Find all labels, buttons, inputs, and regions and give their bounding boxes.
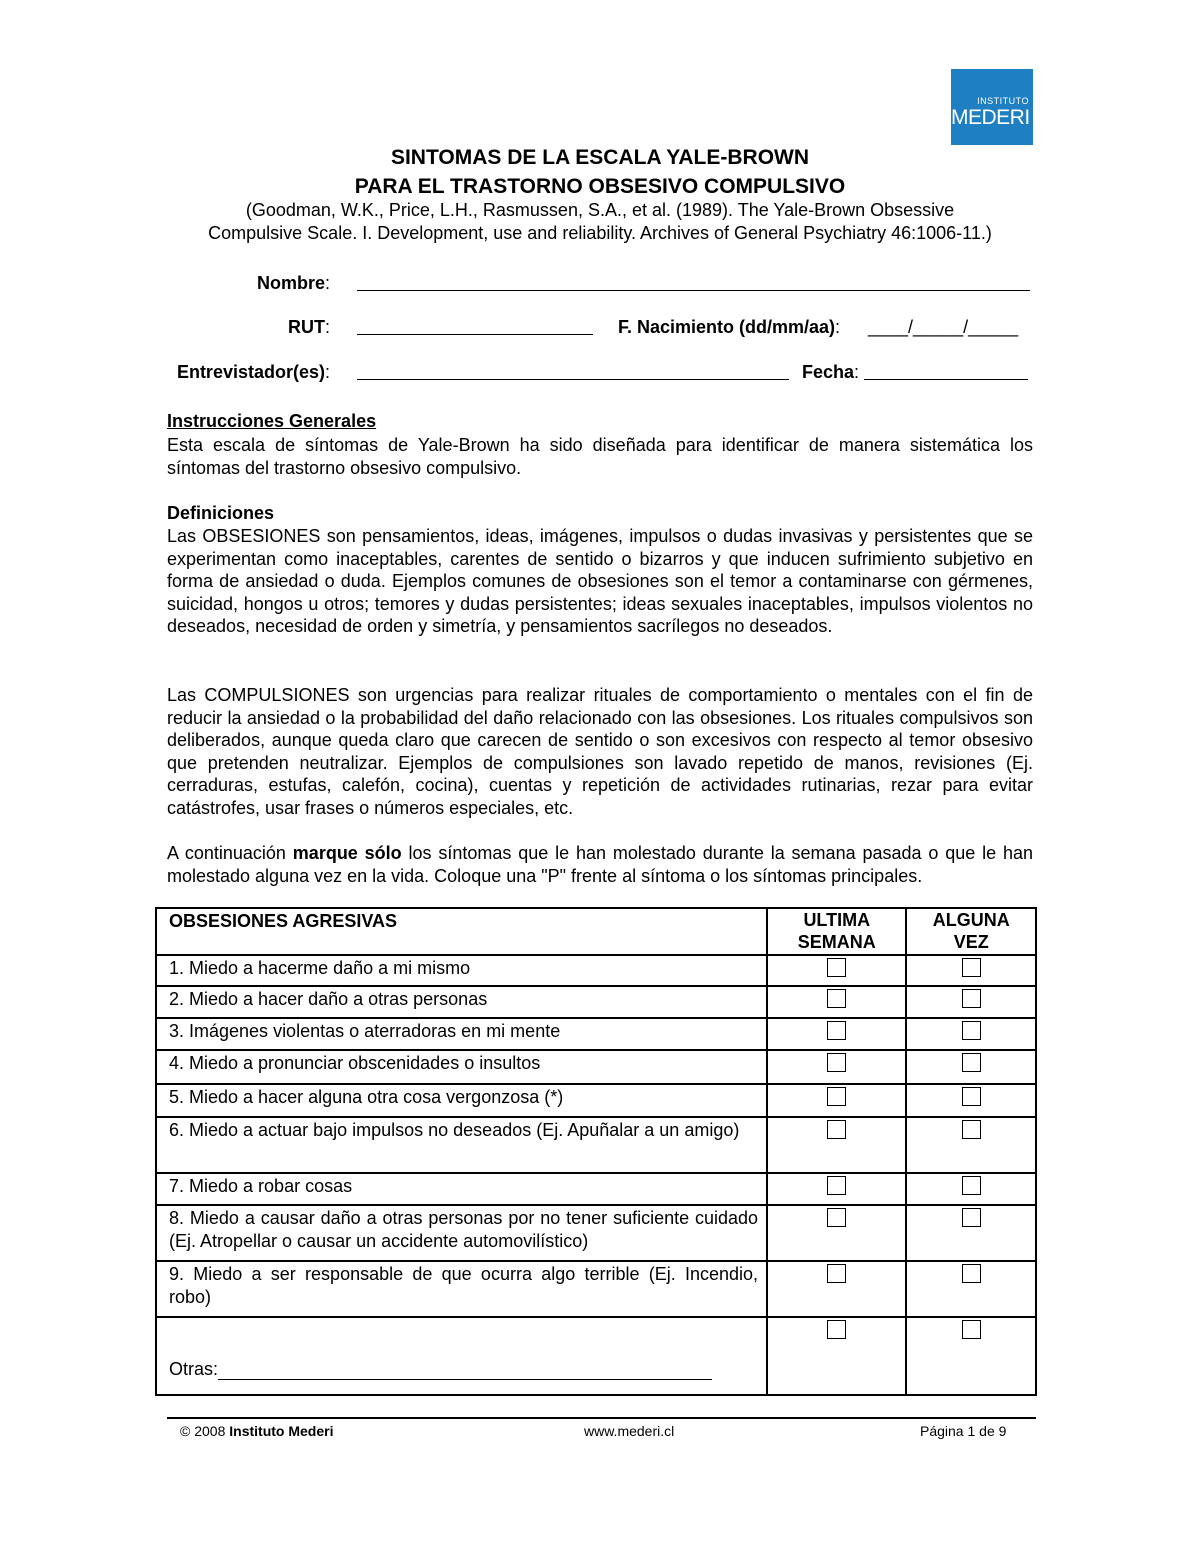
item-label: 3. Imágenes violentas o aterradoras en mi mente [156,1018,767,1050]
otras-cell [156,1317,767,1395]
nombre-label: Nombre: [256,273,330,293]
nombre-field[interactable] [357,290,1030,291]
footer-copyright: © 2008 Instituto Mederi [180,1423,334,1439]
rut-label: RUT: [287,317,330,337]
ultima-semana-checkbox[interactable] [827,1176,846,1195]
fecha-field[interactable] [864,379,1028,380]
table-row [156,1050,1036,1084]
table-row [156,1173,1036,1205]
mederi-logo [951,69,1033,145]
rut-field[interactable] [357,334,593,335]
nacimiento-field[interactable]: ____/_____/_____ [868,317,1019,337]
table-row-otras [156,1317,1036,1395]
item-label: 8. Miedo a causar daño a otras personas por no tener suficiente cuidado (Ej. Atropellar o causar un accidente automovilístico) [156,1205,767,1261]
instrucciones-text: Esta escala de síntomas de Yale-Brown ha sido diseñada para identificar de manera sistemática los síntomas del trastorno obsesivo compulsivo. [167,435,1033,478]
ultima-semana-checkbox[interactable] [827,1120,846,1139]
instrucciones-heading: Instrucciones Generales [167,411,377,431]
marque-instructions: A continuación marque sólo los síntomas que le han molestado durante la semana pasada o que le han molestado alguna vez en la vida. Coloque una "P" frente al síntoma o los síntomas principales. [167,843,1033,886]
table-row [156,955,1036,986]
item-label: 4. Miedo a pronunciar obscenidades o insultos [156,1050,767,1084]
logo-text-big: MEDERI [951,106,1030,129]
otras-field[interactable] [218,1361,712,1380]
alguna-vez-checkbox[interactable] [962,989,981,1008]
citation-line-1: (Goodman, W.K., Price, L.H., Rasmussen, S.A., et al. (1989). The Yale-Brown Obsessive [245,200,955,220]
obsesiones-agresivas-table [155,907,1037,1396]
alguna-vez-checkbox[interactable] [962,1208,981,1227]
title-line-1: SINTOMAS DE LA ESCALA YALE-BROWN [390,146,810,169]
fecha-label: Fecha: [802,362,860,382]
item-label: 7. Miedo a robar cosas [156,1173,767,1205]
alguna-vez-checkbox[interactable] [962,958,981,977]
table-row [156,986,1036,1018]
table-header-alguna-vez: ALGUNA VEZ [906,908,1036,955]
alguna-vez-checkbox[interactable] [962,1264,981,1283]
nacimiento-label: F. Nacimiento (dd/mm/aa): [618,317,841,337]
item-label: 1. Miedo a hacerme daño a mi mismo [156,955,767,986]
item-label: 2. Miedo a hacer daño a otras personas [156,986,767,1018]
entrevistador-field[interactable] [357,379,789,380]
ultima-semana-checkbox[interactable] [827,989,846,1008]
logo-text-small: INSTITUTO [977,96,1029,106]
ultima-semana-checkbox[interactable] [827,1208,846,1227]
item-label: 5. Miedo a hacer alguna otra cosa vergonzosa (*) [156,1084,767,1117]
ultima-semana-checkbox[interactable] [827,1087,846,1106]
item-label: 9. Miedo a ser responsable de que ocurra algo terrible (Ej. Incendio, robo) [156,1261,767,1317]
alguna-vez-checkbox[interactable] [962,1120,981,1139]
item-label: 6. Miedo a actuar bajo impulsos no deseados (Ej. Apuñalar a un amigo) [156,1117,767,1173]
ultima-semana-checkbox[interactable] [827,1320,846,1339]
footer-rule [167,1417,1036,1419]
obsesiones-definition: Las OBSESIONES son pensamientos, ideas, imágenes, impulsos o dudas invasivas y persistentes que se experimentan como inaceptables, carentes de sentido o bizarros y que inducen sufrimiento subjetivo en forma de ansiedad o duda. Ejemplos comunes de obsesiones son el temor a contaminarse con gérmenes, suicidad, hongos u otros; temores y dudas persistentes; ideas sexuales inaceptables, impulsos violentos no deseados, necesidad de orden y simetría, y pensamientos sacrílegos no deseados. [167,526,1033,636]
otras-label: Otras: [169,1358,219,1379]
table-row [156,1084,1036,1117]
compulsiones-definition: Las COMPULSIONES son urgencias para realizar rituales de comportamiento o mentales con el fin de reducir la ansiedad o la probabilidad del daño relacionado con las obsesiones. Los rituales compulsivos son deliberados, aunque queda claro que carecen de sentido o son excesivos con respecto al temor obsesivo que pretenden neutralizar. Ejemplos de compulsiones son lavado repetido de manos, revisiones (Ej. cerraduras, estufas, calefón, cocina), cuentas y repetición de actividades rutinarias, rezar para evitar catástrofes, usar frases o números especiales, etc. [167,685,1033,818]
ultima-semana-checkbox[interactable] [827,1053,846,1072]
definiciones-heading: Definiciones [167,503,275,523]
alguna-vez-checkbox[interactable] [962,1021,981,1040]
table-row [156,1117,1036,1173]
ultima-semana-checkbox[interactable] [827,958,846,977]
citation-line-2: Compulsive Scale. I. Development, use and reliability. Archives of General Psychiatry 46:1006-11.) [208,223,992,243]
ultima-semana-checkbox[interactable] [827,1021,846,1040]
alguna-vez-checkbox[interactable] [962,1176,981,1195]
alguna-vez-checkbox[interactable] [962,1320,981,1339]
title-line-2: PARA EL TRASTORNO OBSESIVO COMPULSIVO [354,175,846,198]
table-row [156,1205,1036,1261]
table-row [156,1018,1036,1050]
alguna-vez-checkbox[interactable] [962,1053,981,1072]
alguna-vez-checkbox[interactable] [962,1087,981,1106]
footer-page-number: Página 1 de 9 [920,1423,1007,1439]
table-row [156,1261,1036,1317]
ultima-semana-checkbox[interactable] [827,1264,846,1283]
footer-url[interactable]: www.mederi.cl [584,1423,675,1439]
entrevistador-label: Entrevistador(es): [176,362,330,382]
table-header-ultima-semana: ULTIMA SEMANA [767,908,906,955]
table-header-category: OBSESIONES AGRESIVAS [156,908,767,955]
